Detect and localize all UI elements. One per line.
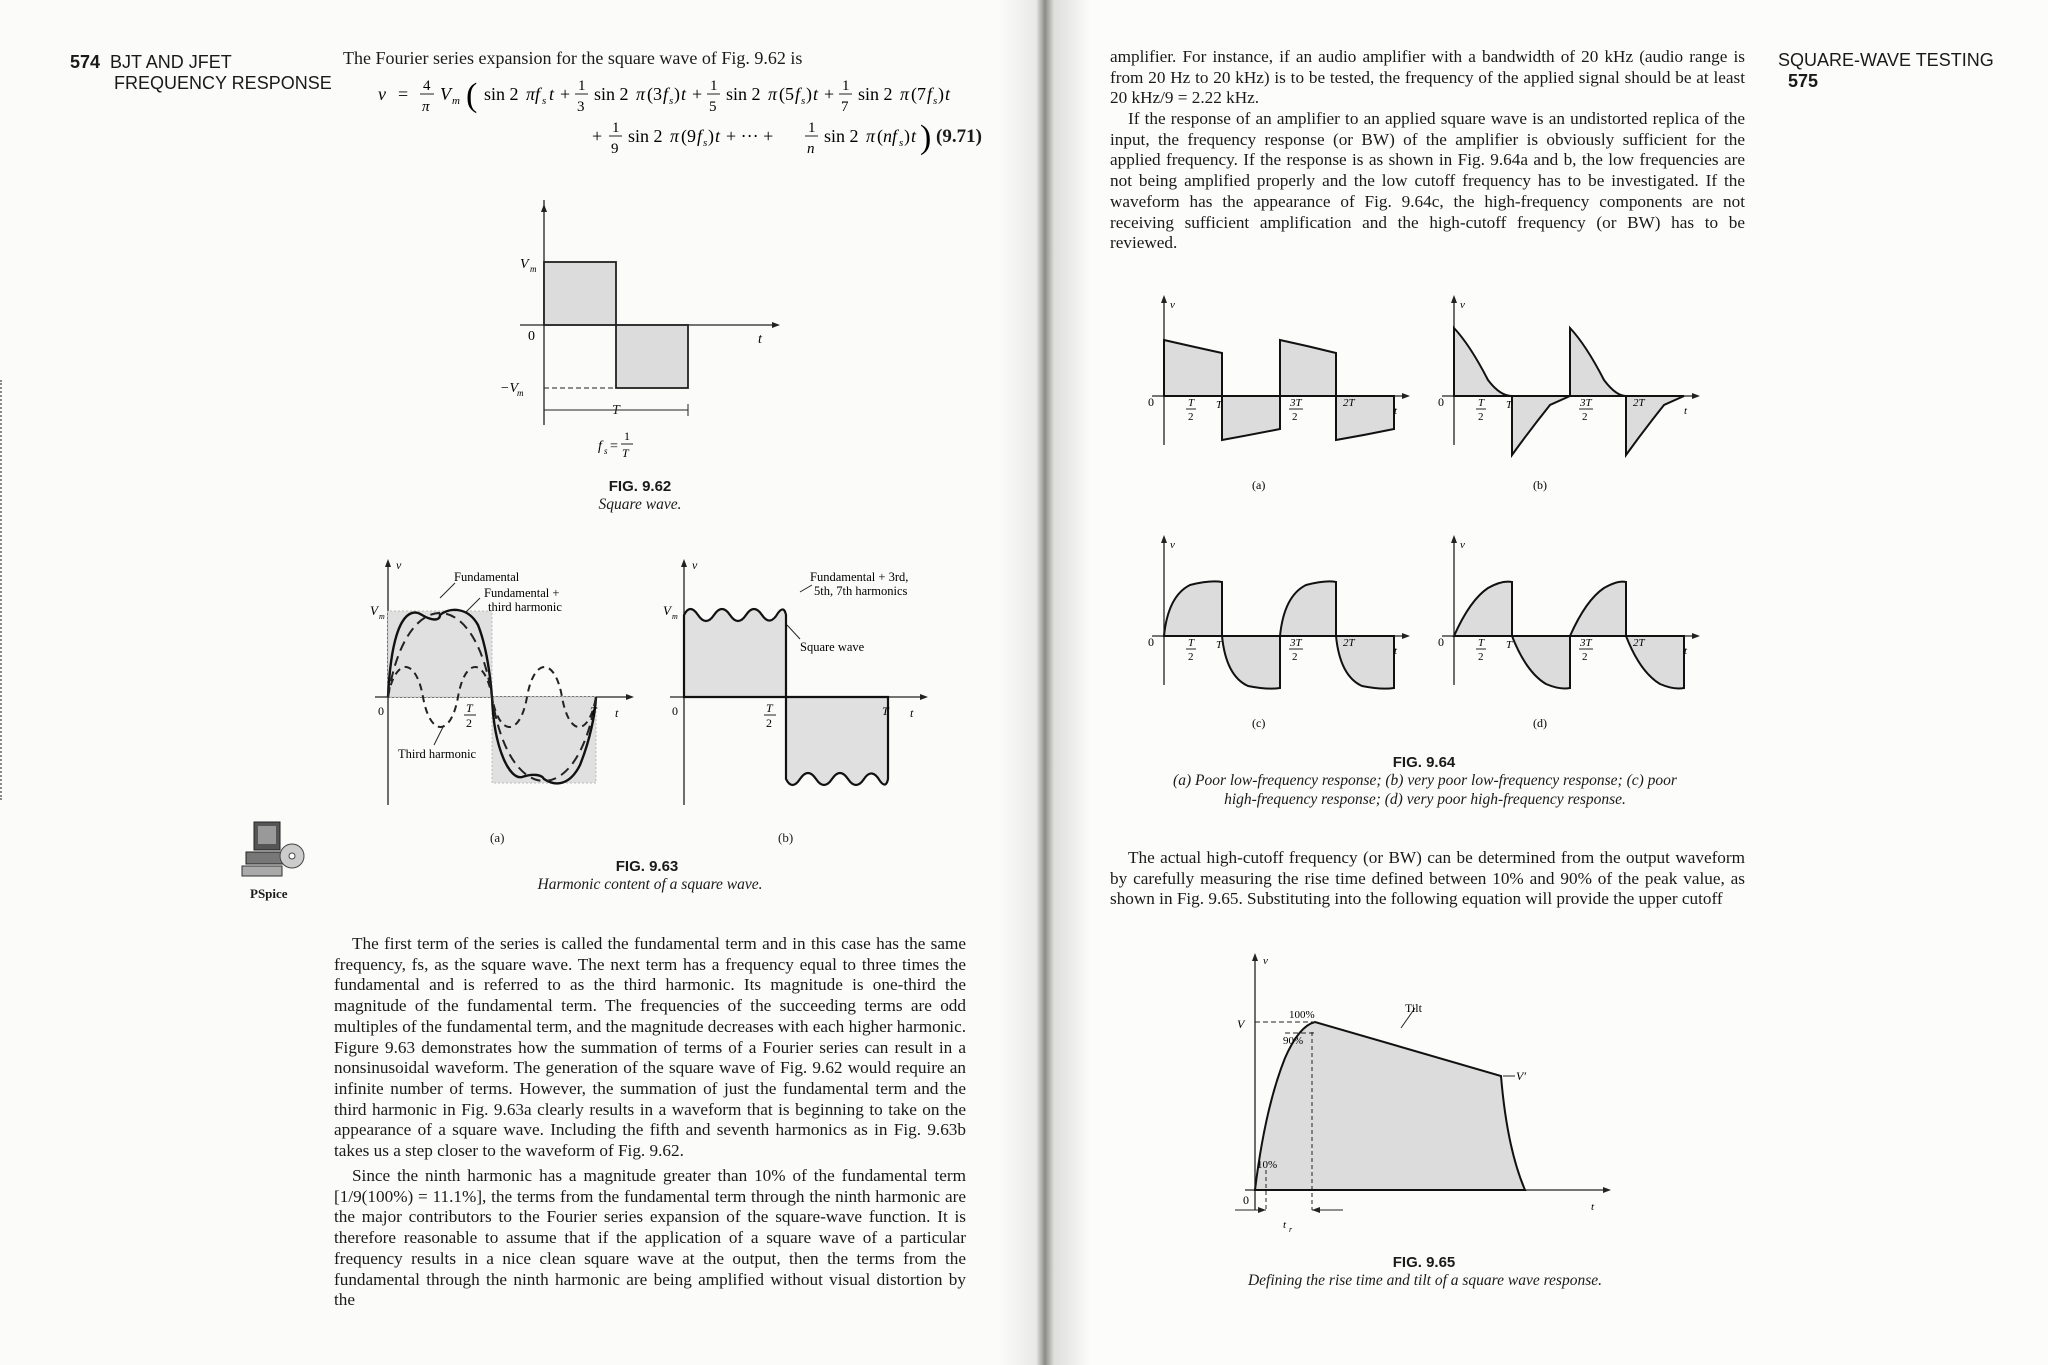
svg-text:1: 1	[808, 120, 816, 136]
right-paragraph-2: If the response of an amplifier to an applied square wave is an undistorted replica of the input, the frequency response (or BW) of the amplifier is obviously sufficient for the applied frequency. If the response is as shown in Fig. 9.64a and b, the low frequencies are not being amplified properly and the low cutoff frequency has to be investigated. If the waveform has the appearance of Fig. 9.64c, the high-frequency components are not receiving sufficient amplification and the high-cutoff frequency (or BW) has to be reviewed.	[1110, 109, 1745, 253]
third-harmonic-label: Third harmonic	[398, 747, 477, 761]
vm-label: V	[370, 603, 378, 618]
svg-text:sin 2: sin 2	[484, 84, 519, 104]
svg-text:(7: (7	[911, 84, 926, 104]
svg-text:π: π	[636, 84, 646, 104]
panel-b	[1438, 295, 1700, 455]
svg-text:2T: 2T	[1343, 397, 1355, 409]
pspice-label: PSpice	[250, 886, 288, 901]
svg-text:m: m	[452, 95, 460, 107]
origin-label: 0	[672, 704, 678, 718]
t-label: t	[615, 706, 619, 720]
svg-text:(3: (3	[647, 84, 662, 104]
svg-text:5: 5	[709, 99, 717, 115]
svg-text:3T: 3T	[1580, 397, 1592, 409]
svg-text:0: 0	[1438, 395, 1444, 409]
svg-text:2: 2	[1188, 651, 1194, 663]
v-axis-label: v	[396, 558, 402, 572]
fig-9-64-responses	[1140, 290, 1740, 750]
svg-text:t: t	[681, 84, 687, 104]
p100-label: 100%	[1289, 1009, 1315, 1021]
svg-text:π: π	[900, 84, 910, 104]
svg-text:1: 1	[842, 78, 850, 94]
vm-sub: m	[530, 264, 537, 274]
svg-text:(9: (9	[681, 126, 696, 146]
negative-half-approx	[786, 697, 888, 785]
svg-text:): )	[806, 84, 812, 104]
svg-text:sin 2: sin 2	[726, 84, 761, 104]
right-running-head	[1778, 50, 2048, 92]
svg-text:): )	[904, 126, 910, 146]
fs-label: f	[598, 439, 602, 454]
peak-V-label: V	[1237, 1017, 1245, 1031]
page-edge-marks	[0, 380, 8, 800]
svg-text:0: 0	[1148, 395, 1154, 409]
left-page-number: 574	[70, 52, 101, 72]
half-T-den: 2	[466, 716, 472, 730]
svg-text:+: +	[592, 126, 603, 146]
p10-label: 10%	[1257, 1159, 1278, 1171]
origin-label: 0	[528, 329, 535, 344]
svg-text:3T: 3T	[1290, 397, 1302, 409]
positive-half-approx	[684, 609, 786, 697]
right-paragraph-1: amplifier. For instance, if an audio amplifier with a bandwidth of 20 kHz (audio range is from 20 Hz to 20 kHz) is to be tested, the frequency of the applied signal should be at least 20 kHz/9 = 2.22 kHz.	[1110, 47, 1745, 108]
svg-text:t: t	[1394, 645, 1398, 657]
svg-text:1: 1	[710, 78, 718, 94]
svg-text:π: π	[768, 84, 778, 104]
panel-a-label: (a)	[1252, 478, 1266, 492]
period-label: T	[612, 403, 620, 418]
svg-text:sin 2: sin 2	[858, 84, 893, 104]
svg-text:v: v	[1170, 539, 1175, 551]
running-head-line2: FREQUENCY RESPONSE	[114, 73, 332, 93]
svg-text:π: π	[866, 126, 876, 146]
svg-text:n: n	[807, 141, 815, 157]
fund-third-label-2: third harmonic	[488, 600, 562, 614]
book-gutter	[1000, 0, 1090, 1365]
svg-text:=: =	[398, 84, 409, 104]
svg-text:): )	[938, 84, 944, 104]
T-label: T	[590, 704, 597, 718]
svg-text:2: 2	[1582, 411, 1588, 423]
fundamental-label: Fundamental	[454, 570, 520, 584]
t-label: t	[910, 706, 914, 720]
svg-text:T: T	[1478, 397, 1485, 409]
half-T-num: T	[766, 701, 773, 715]
fourier-equation	[370, 70, 970, 160]
right-page-number: 575	[1788, 71, 1819, 91]
negative-pulse	[616, 325, 688, 388]
response-waveform	[1255, 1022, 1525, 1190]
pspice-computer-icon	[240, 818, 306, 882]
p90-label: 90%	[1283, 1035, 1304, 1047]
svg-text:s: s	[933, 95, 938, 107]
fig-9-64-label: FIG. 9.64	[1392, 754, 1456, 771]
running-head-right: SQUARE-WAVE TESTING	[1778, 50, 1994, 70]
svg-text:v: v	[378, 84, 386, 104]
svg-text:m: m	[379, 612, 385, 621]
fig-9-63-label: FIG. 9.63	[615, 858, 679, 875]
panel-a	[1148, 295, 1410, 445]
svg-text:T: T	[1188, 397, 1195, 409]
svg-text:π: π	[422, 99, 430, 115]
svg-text:1: 1	[612, 120, 620, 136]
neg-vm-sub: m	[517, 388, 524, 398]
fs-numerator: 1	[624, 429, 630, 443]
svg-text:2: 2	[1478, 411, 1484, 423]
svg-text:4: 4	[423, 78, 431, 94]
svg-text:T: T	[1188, 637, 1195, 649]
svg-text:s: s	[801, 95, 806, 107]
v-axis-label: v	[692, 558, 698, 572]
svg-text:s: s	[542, 95, 547, 107]
svg-text:0: 0	[1438, 635, 1444, 649]
svg-text:2: 2	[1582, 651, 1588, 663]
svg-text:): )	[708, 126, 714, 146]
left-running-head	[70, 52, 332, 94]
svg-text:+: +	[824, 84, 835, 104]
fig-9-63b-sublabel: (b)	[778, 830, 794, 845]
panel-d-label: (d)	[1533, 716, 1547, 730]
svg-text:(5: (5	[779, 84, 794, 104]
svg-text:t: t	[945, 84, 951, 104]
svg-text:s: s	[899, 137, 904, 149]
fig-9-65-caption: Defining the rise time and tilt of a square wave response.	[1247, 1272, 1603, 1289]
svg-text:(: (	[877, 126, 883, 146]
fs-equals: =	[610, 439, 618, 454]
svg-text:3T: 3T	[1290, 637, 1302, 649]
svg-text:2: 2	[1478, 651, 1484, 663]
T-label: T	[882, 704, 889, 718]
fig-9-64-caption-1: (a) Poor low-frequency response; (b) very poor low-frequency response; (c) poor	[1173, 772, 1677, 789]
svg-text:+: +	[692, 84, 703, 104]
svg-text:t: t	[715, 126, 721, 146]
t-label: t	[758, 332, 762, 347]
fundamental-harmonics-label-1: Fundamental + 3rd,	[810, 570, 909, 584]
fig-9-65-rise-time	[1225, 948, 1625, 1238]
vm-label: V	[520, 257, 529, 272]
panel-c	[1148, 535, 1410, 689]
t-label: t	[1591, 1201, 1595, 1213]
fig-9-65-label: FIG. 9.65	[1392, 1254, 1456, 1271]
svg-text:v: v	[1460, 299, 1465, 311]
fig-9-64-caption-2: high-frequency response; (d) very poor high-frequency response.	[1224, 791, 1626, 808]
v-axis-label: v	[1263, 955, 1268, 967]
panel-d	[1438, 535, 1700, 689]
fig-9-63b-harmonics	[660, 555, 935, 820]
equation-intro: The Fourier series expansion for the square wave of Fig. 9.62 is	[343, 48, 803, 68]
svg-text:2T: 2T	[1633, 397, 1645, 409]
svg-text:sin 2: sin 2	[628, 126, 663, 146]
svg-text:t: t	[549, 84, 555, 104]
svg-text:t: t	[1684, 645, 1688, 657]
running-head-line1: BJT AND JFET	[110, 52, 232, 72]
svg-text:9: 9	[611, 141, 619, 157]
svg-text:f: f	[663, 84, 669, 104]
svg-text:t: t	[1684, 405, 1688, 417]
svg-text:sin 2: sin 2	[824, 126, 859, 146]
svg-text:T: T	[1478, 637, 1485, 649]
positive-pulse	[544, 262, 616, 325]
half-T-num: T	[466, 701, 473, 715]
svg-text:): )	[920, 119, 932, 156]
svg-text:T: T	[1506, 639, 1513, 651]
half-T-den: 2	[766, 716, 772, 730]
svg-text:s: s	[703, 137, 708, 149]
svg-text:): )	[674, 84, 680, 104]
svg-text:f: f	[795, 84, 801, 104]
svg-text:v: v	[1460, 539, 1465, 551]
equation-number: (9.71)	[936, 126, 982, 147]
svg-text:T: T	[1506, 399, 1513, 411]
neg-vm-label: −V	[500, 381, 518, 396]
svg-text:3: 3	[577, 99, 585, 115]
svg-text:3T: 3T	[1580, 637, 1592, 649]
svg-text:2: 2	[1292, 411, 1298, 423]
svg-text:1: 1	[578, 78, 586, 94]
svg-text:T: T	[1216, 399, 1223, 411]
svg-text:f: f	[697, 126, 703, 146]
svg-text:πf: πf	[526, 84, 541, 104]
fig-9-62-label: FIG. 9.62	[608, 478, 672, 495]
left-paragraph-2: Since the ninth harmonic has a magnitude greater than 10% of the fundamental term [1/9(100%) = 11.1%], the terms from the fundamental term through the ninth harmonic are the major contributors to the Fourier series expansion of the square-wave function. It is therefore reasonable to assume that if the application of a square wave of a particular frequency results in a nice clean square wave at the output, then the terms from the fundamental through the ninth harmonic are being amplified without visual distortion by the	[334, 1166, 966, 1310]
svg-text:2: 2	[1292, 651, 1298, 663]
svg-text:sin 2: sin 2	[594, 84, 629, 104]
svg-text:f: f	[927, 84, 933, 104]
fig-9-63a-sublabel: (a)	[490, 830, 505, 845]
square-wave-label: Square wave	[800, 640, 865, 654]
right-paragraph-3: The actual high-cutoff frequency (or BW) can be determined from the output waveform by carefully measuring the rise time defined between 10% and 90% of the peak value, as shown in Fig. 9.65. Substituting into the following equation will provide the upper cutoff	[1110, 848, 1745, 909]
fundamental-harmonics-label-2: 5th, 7th harmonics	[814, 584, 908, 598]
svg-text:nf: nf	[883, 126, 898, 146]
panel-c-label: (c)	[1252, 716, 1266, 730]
fig-9-62-caption: Square wave.	[598, 496, 682, 513]
fund-third-label-1: Fundamental +	[484, 586, 560, 600]
fs-denominator: T	[622, 446, 629, 460]
svg-text:t: t	[1394, 405, 1398, 417]
panel-b-label: (b)	[1533, 478, 1547, 492]
svg-text:m: m	[672, 612, 678, 621]
fig-9-63a-harmonics	[370, 555, 640, 820]
svg-text:v: v	[1170, 299, 1175, 311]
tr-label: t	[1283, 1219, 1287, 1231]
left-paragraph-1: The first term of the series is called the fundamental term and in this case has the same frequency, fs, as the square wave. The next term has a frequency equal to three times the fundamental and is referred to as the third harmonic. Its magnitude is one-third the magnitude of the fundamental term. The frequencies of the succeeding terms are odd multiples of the fundamental term, and the magnitude decreases with each higher harmonic. Figure 9.63 demonstrates how the summation of terms of a Fourier series can result in a nonsinusoidal waveform. The generation of the square wave of Fig. 9.62 would require an infinite number of terms. However, the summation of just the fundamental term and the third harmonic in Fig. 9.63a clearly results in a waveform that is beginning to take on the appearance of a square wave. Including the fifth and seventh harmonics as in Fig. 9.63b takes us a step closer to the waveform of Fig. 9.62.	[334, 934, 966, 1161]
svg-text:t: t	[911, 126, 917, 146]
fig-9-63-caption: Harmonic content of a square wave.	[537, 876, 763, 893]
svg-text:T: T	[1216, 639, 1223, 651]
svg-text:V: V	[440, 84, 451, 104]
tilt-label: Tilt	[1405, 1001, 1422, 1015]
tr-sub: r	[1289, 1225, 1293, 1234]
svg-text:(: (	[466, 77, 478, 114]
svg-text:t: t	[813, 84, 819, 104]
svg-text:2T: 2T	[1633, 637, 1645, 649]
svg-text:+: +	[560, 84, 571, 104]
svg-text:+ ··· +: + ··· +	[726, 126, 774, 146]
v-prime-label: V′	[1516, 1069, 1526, 1083]
fig-9-62-square-wave	[500, 200, 790, 460]
svg-text:2: 2	[1188, 411, 1194, 423]
svg-text:s: s	[669, 95, 674, 107]
svg-text:π: π	[670, 126, 680, 146]
svg-text:0: 0	[1148, 635, 1154, 649]
svg-text:2T: 2T	[1343, 637, 1355, 649]
svg-text:7: 7	[841, 99, 849, 115]
origin-label: 0	[378, 704, 384, 718]
svg-text:s: s	[604, 446, 608, 456]
vm-label: V	[663, 603, 671, 618]
origin-label: 0	[1243, 1193, 1249, 1207]
